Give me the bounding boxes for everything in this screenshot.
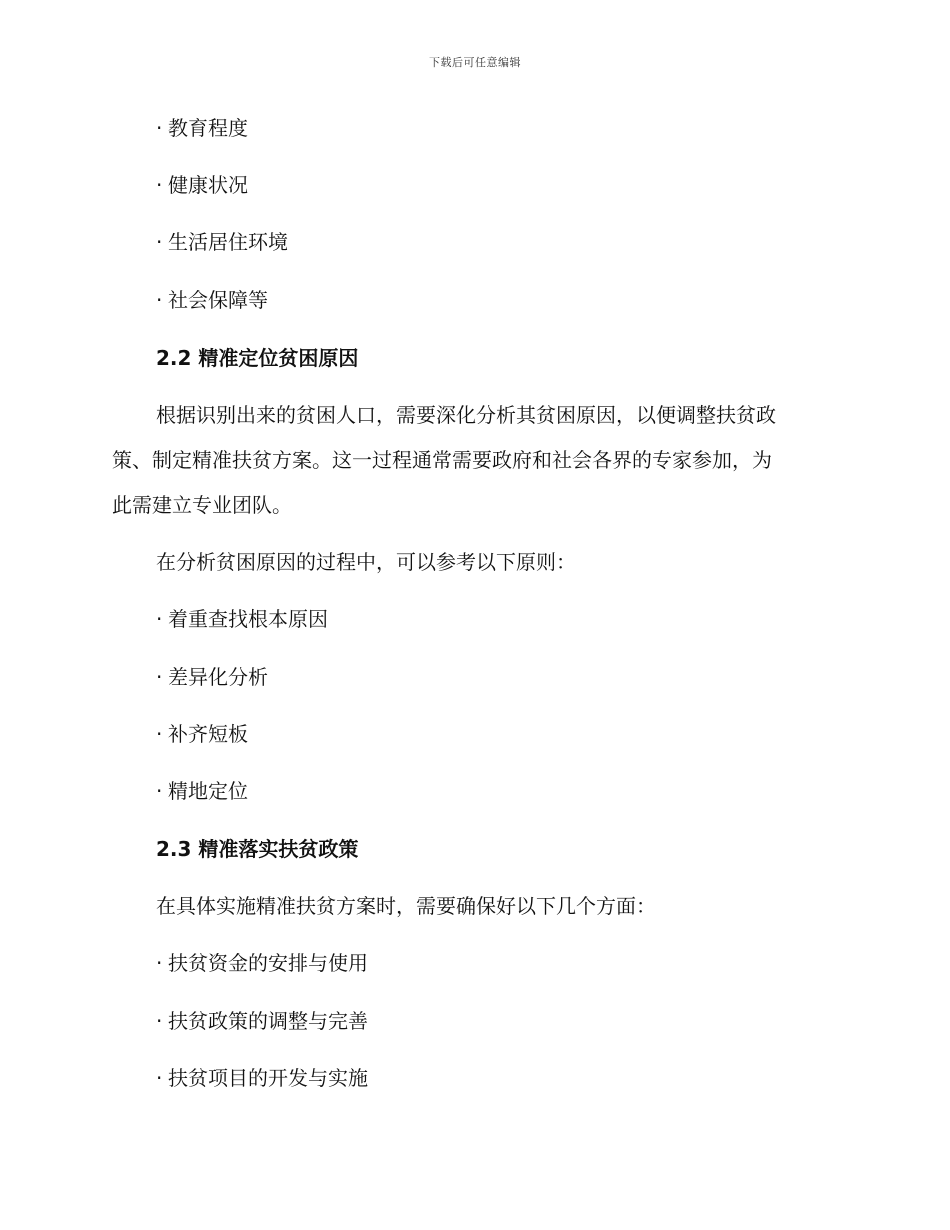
page-header: 下载后可任意编辑 xyxy=(429,56,521,69)
list-item: · 扶贫资金的安排与使用 xyxy=(156,949,368,977)
list-item: · 教育程度 xyxy=(156,114,248,142)
list-item: · 健康状况 xyxy=(156,171,248,199)
list-item: · 差异化分析 xyxy=(156,663,268,691)
list-item: · 精地定位 xyxy=(156,777,248,805)
paragraph-line: 此需建立专业团队。 xyxy=(112,493,292,517)
list-item: · 扶贫项目的开发与实施 xyxy=(156,1064,368,1092)
section-heading: 2.2 精准定位贫困原因 xyxy=(156,346,359,370)
list-item: · 生活居住环境 xyxy=(156,228,288,256)
list-item: · 着重查找根本原因 xyxy=(156,605,328,633)
section-heading: 2.3 精准落实扶贫政策 xyxy=(156,837,359,861)
paragraph: 在具体实施精准扶贫方案时，需要确保好以下几个方面： xyxy=(156,894,656,918)
paragraph-line: 策、制定精准扶贫方案。这一过程通常需要政府和社会各界的专家参加，为 xyxy=(112,448,772,472)
paragraph-line: 根据识别出来的贫困人口，需要深化分析其贫困原因，以便调整扶贫政 xyxy=(156,403,776,427)
list-item: · 扶贫政策的调整与完善 xyxy=(156,1007,368,1035)
list-item: · 社会保障等 xyxy=(156,286,268,314)
list-item: · 补齐短板 xyxy=(156,720,248,748)
paragraph: 在分析贫困原因的过程中，可以参考以下原则： xyxy=(156,550,576,574)
